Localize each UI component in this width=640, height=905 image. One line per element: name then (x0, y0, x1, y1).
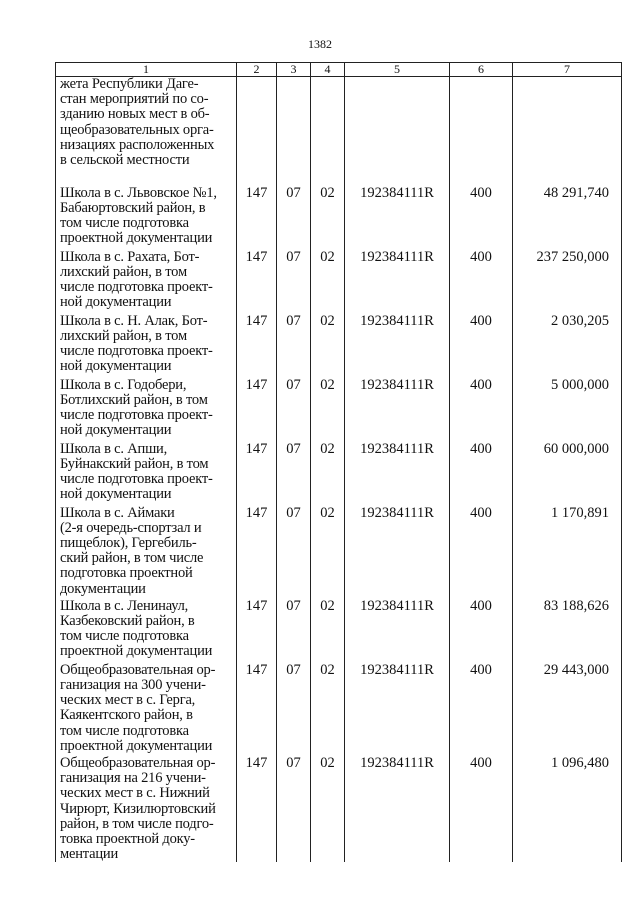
amount-cell (513, 248, 622, 312)
expense-type-code-value: 400 (470, 312, 492, 329)
object-name-cell (56, 77, 237, 184)
column-header-2: 2 (237, 63, 277, 77)
subsection-code-cell (311, 248, 345, 312)
object-name-line: проектной документации (60, 230, 213, 247)
object-name-cell (56, 597, 237, 661)
object-name-line: район, в том числе подго- (60, 815, 214, 832)
section-code-value: 07 (286, 661, 301, 678)
subsection-code-value: 02 (320, 597, 335, 614)
chief-administrator-code-value: 147 (245, 597, 268, 614)
object-name-cell (56, 312, 237, 376)
subsection-code-value: 02 (320, 312, 335, 329)
chief-administrator-code-value: 147 (245, 312, 268, 329)
object-name-line: жета Республики Даге- (60, 76, 199, 92)
subsection-code-cell (311, 376, 345, 440)
amount-value: 60 000,000 (543, 440, 609, 457)
amount-value: 29 443,000 (543, 661, 609, 678)
subsection-code-value: 02 (320, 184, 335, 201)
chief-administrator-code-cell (237, 440, 277, 504)
subsection-code-value: 02 (320, 754, 335, 771)
subsection-code-value: 02 (320, 440, 335, 457)
object-name-line: Казбековский район, в (60, 612, 195, 629)
subsection-code-cell (311, 661, 345, 754)
amount-cell (513, 661, 622, 754)
target-article-code-cell (345, 504, 450, 597)
object-name-line: пищеблок), Гергебиль- (60, 534, 197, 551)
section-code-value: 07 (286, 754, 301, 771)
chief-administrator-code-value: 147 (245, 440, 268, 457)
table-row (56, 376, 622, 440)
expense-type-code-cell (450, 312, 513, 376)
target-article-code-cell (345, 312, 450, 376)
object-name-cell (56, 754, 237, 862)
page-number: 1382 (308, 37, 332, 51)
object-name-line: (2-я очередь-спортзал и (60, 519, 202, 536)
subsection-code-cell (311, 754, 345, 862)
subsection-code-cell (311, 77, 345, 184)
expense-type-code-value: 400 (470, 661, 492, 678)
expense-type-code-value: 400 (470, 440, 492, 457)
object-name-line: числе подготовка проект- (60, 470, 213, 487)
subsection-code-value: 02 (320, 248, 335, 265)
expense-type-code-cell (450, 248, 513, 312)
amount-cell (513, 754, 622, 862)
chief-administrator-code-value: 147 (245, 184, 268, 201)
expense-type-code-cell (450, 77, 513, 184)
section-code-cell (277, 248, 311, 312)
object-name-line: документации (60, 580, 146, 597)
subsection-code-value: 02 (320, 504, 335, 521)
object-name-line: Школа в с. Рахата, Бот- (60, 248, 200, 265)
section-code-cell (277, 504, 311, 597)
expense-type-code-value: 400 (470, 184, 492, 201)
chief-administrator-code-cell (237, 504, 277, 597)
table-row (56, 248, 622, 312)
object-name-line: подготовка проектной (60, 565, 193, 582)
expense-type-code-value: 400 (470, 376, 492, 393)
amount-cell (513, 504, 622, 597)
amount-value: 2 030,205 (551, 312, 609, 329)
amount-value: 5 000,000 (551, 376, 609, 393)
object-name-cell (56, 504, 237, 597)
amount-value: 1 096,480 (551, 754, 609, 771)
chief-administrator-code-cell (237, 376, 277, 440)
target-article-code-cell (345, 754, 450, 862)
object-name-line: ной документации (60, 294, 172, 311)
expense-type-code-cell (450, 440, 513, 504)
chief-administrator-code-cell (237, 77, 277, 184)
object-name-line: Школа в с. Львовское №1, (60, 184, 217, 201)
expense-type-code-cell (450, 504, 513, 597)
section-code-value: 07 (286, 184, 301, 201)
subsection-code-cell (311, 312, 345, 376)
chief-administrator-code-value: 147 (245, 754, 268, 771)
table-body (56, 77, 622, 863)
target-article-code-cell (345, 440, 450, 504)
object-name-line: Школа в с. Н. Алак, Бот- (60, 312, 208, 329)
expense-type-code-cell (450, 754, 513, 862)
amount-cell (513, 597, 622, 661)
chief-administrator-code-cell (237, 754, 277, 862)
chief-administrator-code-cell (237, 312, 277, 376)
table-row (56, 312, 622, 376)
section-code-cell (277, 661, 311, 754)
expense-type-code-value: 400 (470, 597, 492, 614)
column-header-7: 7 (513, 63, 622, 77)
section-code-cell (277, 312, 311, 376)
object-name-line: Общеобразовательная ор- (60, 754, 216, 771)
object-name-line: ческих мест в с. Герга, (60, 692, 196, 709)
object-name-line: проектной документации (60, 737, 213, 754)
target-article-code-value: 192384111R (360, 312, 434, 329)
column-header-1: 1 (56, 63, 237, 77)
target-article-code-cell (345, 597, 450, 661)
expense-type-code-value: 400 (470, 504, 492, 521)
section-code-value: 07 (286, 248, 301, 265)
section-code-value: 07 (286, 504, 301, 521)
chief-administrator-code-value: 147 (245, 376, 268, 393)
object-name-line: зданию новых мест в об- (60, 106, 210, 123)
target-article-code-value: 192384111R (360, 440, 434, 457)
amount-cell (513, 440, 622, 504)
expense-type-code-cell (450, 661, 513, 754)
subsection-code-cell (311, 440, 345, 504)
object-name-line: Каякентского район, в (60, 707, 193, 724)
object-name-line: стан мероприятий по со- (60, 91, 209, 108)
section-code-value: 07 (286, 312, 301, 329)
section-code-cell (277, 597, 311, 661)
object-name-line: проектной документации (60, 643, 213, 660)
chief-administrator-code-value: 147 (245, 504, 268, 521)
target-article-code-value: 192384111R (360, 504, 434, 521)
subsection-code-value: 02 (320, 661, 335, 678)
section-code-value: 07 (286, 597, 301, 614)
target-article-code-value: 192384111R (360, 184, 434, 201)
object-name-line: в сельской местности (60, 152, 190, 169)
object-name-line: ной документации (60, 486, 172, 503)
object-name-line: низациях расположенных (60, 136, 215, 153)
chief-administrator-code-cell (237, 184, 277, 248)
object-name-line: ский район, в том числе (60, 550, 204, 567)
section-code-cell (277, 77, 311, 184)
object-name-line: лихский район, в том (60, 327, 187, 344)
object-name-line: Бабаюртовский район, в (60, 199, 206, 216)
object-name-line: Буйнакский район, в том (60, 455, 209, 472)
section-code-value: 07 (286, 376, 301, 393)
table-row (56, 77, 622, 184)
object-name-line: лихский район, в том (60, 263, 187, 280)
object-name-line: товка проектной доку- (60, 830, 195, 847)
expense-type-code-cell (450, 184, 513, 248)
expense-type-code-cell (450, 597, 513, 661)
column-header-4: 4 (311, 63, 345, 77)
chief-administrator-code-value: 147 (245, 661, 268, 678)
object-name-line: Школа в с. Апши, (60, 440, 168, 457)
chief-administrator-code-cell (237, 248, 277, 312)
expense-type-code-value: 400 (470, 754, 492, 771)
chief-administrator-code-cell (237, 597, 277, 661)
section-code-cell (277, 184, 311, 248)
object-name-cell (56, 184, 237, 248)
section-code-cell (277, 376, 311, 440)
object-name-line: том числе подготовка (60, 214, 189, 231)
table-row (56, 440, 622, 504)
chief-administrator-code-value: 147 (245, 248, 268, 265)
object-name-cell (56, 248, 237, 312)
object-name-line: Чирюрт, Кизилюртовский (60, 800, 216, 817)
target-article-code-cell (345, 376, 450, 440)
table-row (56, 184, 622, 248)
table-row (56, 597, 622, 661)
table-row (56, 754, 622, 862)
object-name-line: Школа в с. Годобери, (60, 376, 187, 393)
expense-type-code-cell (450, 376, 513, 440)
object-name-line: ческих мест в с. Нижний (60, 785, 210, 802)
subsection-code-cell (311, 184, 345, 248)
object-name-line: числе подготовка проект- (60, 342, 213, 359)
expense-type-code-value: 400 (470, 248, 492, 265)
subsection-code-cell (311, 504, 345, 597)
section-code-cell (277, 754, 311, 862)
target-article-code-cell (345, 77, 450, 184)
object-name-line: Общеобразовательная ор- (60, 661, 216, 678)
amount-cell (513, 376, 622, 440)
target-article-code-value: 192384111R (360, 754, 434, 771)
section-code-value: 07 (286, 440, 301, 457)
amount-cell (513, 77, 622, 184)
object-name-line: Школа в с. Ленинаул, (60, 597, 189, 614)
target-article-code-cell (345, 184, 450, 248)
column-header-3: 3 (277, 63, 311, 77)
target-article-code-value: 192384111R (360, 376, 434, 393)
object-name-line: том числе подготовка (60, 722, 189, 739)
object-name-line: том числе подготовка (60, 628, 189, 645)
subsection-code-value: 02 (320, 376, 335, 393)
amount-cell (513, 184, 622, 248)
object-name-line: ганизация на 216 учени- (60, 770, 206, 787)
column-header-6: 6 (450, 63, 513, 77)
table-row (56, 504, 622, 597)
object-name-line: Ботлихский район, в том (60, 391, 208, 408)
object-name-line: ной документации (60, 422, 172, 439)
target-article-code-value: 192384111R (360, 248, 434, 265)
column-header-5: 5 (345, 63, 450, 77)
object-name-line: числе подготовка проект- (60, 278, 213, 295)
section-code-cell (277, 440, 311, 504)
object-name-line: Школа в с. Аймаки (60, 504, 175, 521)
table-header-row (56, 63, 622, 77)
object-name-cell (56, 661, 237, 754)
object-name-cell (56, 440, 237, 504)
object-name-cell (56, 376, 237, 440)
amount-value: 237 250,000 (536, 248, 609, 265)
subsection-code-cell (311, 597, 345, 661)
target-article-code-cell (345, 248, 450, 312)
budget-table (55, 62, 622, 862)
object-name-line: щеобразовательных орга- (60, 121, 214, 138)
object-name-line: числе подготовка проект- (60, 406, 213, 423)
amount-value: 1 170,891 (551, 504, 609, 521)
object-name-line: ганизация на 300 учени- (60, 676, 206, 693)
target-article-code-value: 192384111R (360, 661, 434, 678)
target-article-code-value: 192384111R (360, 597, 434, 614)
object-name-line: ной документации (60, 358, 172, 375)
amount-value: 83 188,626 (543, 597, 609, 614)
table-row (56, 661, 622, 754)
object-name-line: ментации (60, 846, 119, 863)
target-article-code-cell (345, 661, 450, 754)
chief-administrator-code-cell (237, 661, 277, 754)
amount-cell (513, 312, 622, 376)
amount-value: 48 291,740 (543, 184, 609, 201)
